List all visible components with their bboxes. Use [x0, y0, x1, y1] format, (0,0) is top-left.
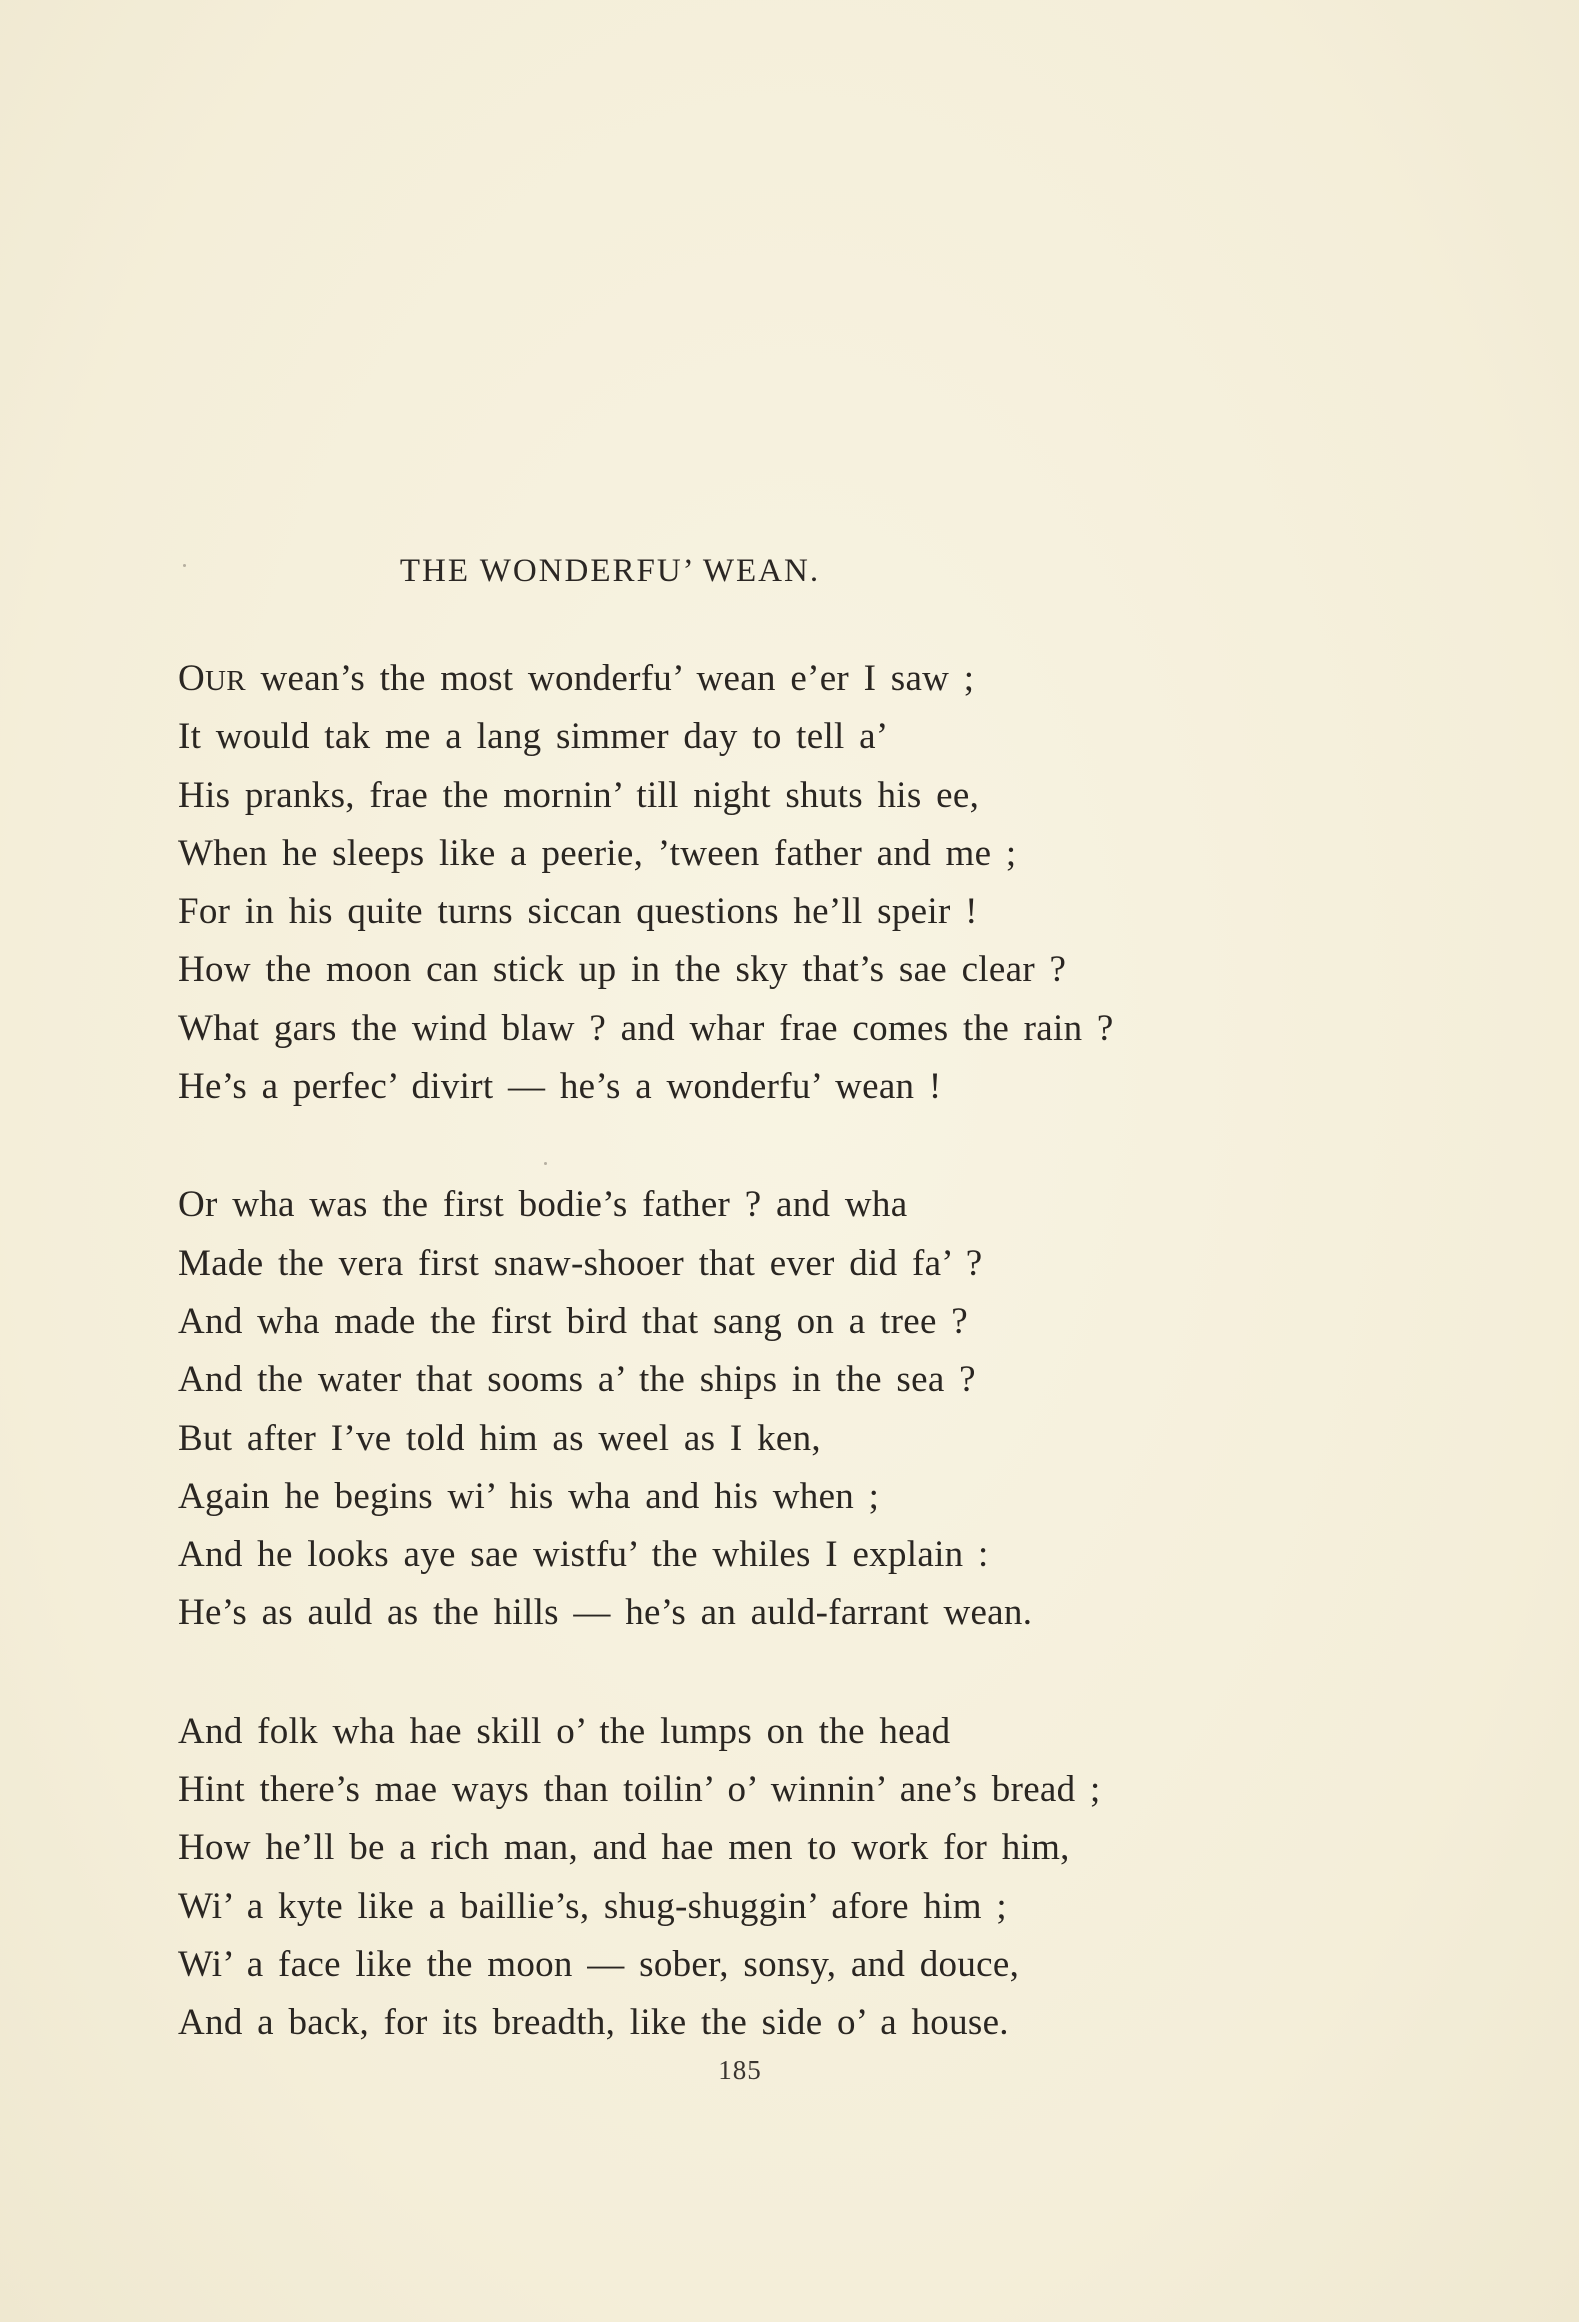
poem-line: When he sleeps like a peerie, ’tween father and me ;: [178, 832, 1017, 874]
poem-body: [178, 650, 1328, 2113]
poem-line: It would tak me a lang simmer day to tell a’: [178, 716, 889, 758]
poem-line: His pranks, frae the mornin’ till night shuts his ee,: [178, 774, 980, 816]
poem-line: Made the vera first snaw-shooer that ever did fa’ ?: [178, 1242, 983, 1284]
paper-speck: [183, 564, 186, 567]
poem-line: And a back, for its breadth, like the side o’ a house.: [178, 2002, 1009, 2044]
poem-line: But after I’ve told him as weel as I ken,: [178, 1417, 821, 1459]
poem-line: He’s as auld as the hills — he’s an auld-farrant wean.: [178, 1592, 1033, 1634]
stanza-2: [178, 1176, 1328, 1642]
poem-line: And folk wha hae skill o’ the lumps on the head: [178, 1710, 951, 1752]
small-caps-word: UR: [205, 665, 246, 697]
drop-initial: O: [178, 658, 206, 699]
poem-line: [178, 650, 1328, 708]
poem-line: How he’ll be a rich man, and hae men to work for him,: [178, 1827, 1070, 1869]
poem-title: THE WONDERFU’ WEAN.: [399, 553, 821, 589]
poem-line: And he looks aye sae wistfu’ the whiles I explain :: [178, 1534, 989, 1576]
stanza-3: [178, 1703, 1328, 2053]
page-number: 185: [718, 2055, 762, 2085]
poem-line: Wi’ a kyte like a baillie’s, shug-shuggin’ afore him ;: [178, 1885, 1007, 1927]
poem-line: Hint there’s mae ways than toilin’ o’ winnin’ ane’s bread ;: [178, 1769, 1101, 1811]
poem-line: Or wha was the first bodie’s father ? and wha: [178, 1184, 908, 1226]
poem-line: And the water that sooms a’ the ships in the sea ?: [178, 1359, 976, 1401]
poem-line: How the moon can stick up in the sky that’s sae clear ?: [178, 949, 1067, 991]
stanza-1: [178, 650, 1328, 1116]
poem-line: Wi’ a face like the moon — sober, sonsy, and douce,: [178, 1943, 1020, 1985]
poem-line: What gars the wind blaw ? and whar frae comes the rain ?: [178, 1007, 1114, 1049]
line-text: wean’s the most wonderfu’ wean e’er I saw ;: [245, 658, 975, 699]
poem-line: And wha made the first bird that sang on a tree ?: [178, 1300, 968, 1342]
poem-line: Again he begins wi’ his wha and his when ;: [178, 1475, 880, 1517]
paper-speck: [544, 1162, 547, 1165]
poem-line: For in his quite turns siccan questions he’ll speir !: [178, 891, 978, 933]
poem-line: He’s a perfec’ divirt — he’s a wonderfu’ wean !: [178, 1066, 942, 1108]
